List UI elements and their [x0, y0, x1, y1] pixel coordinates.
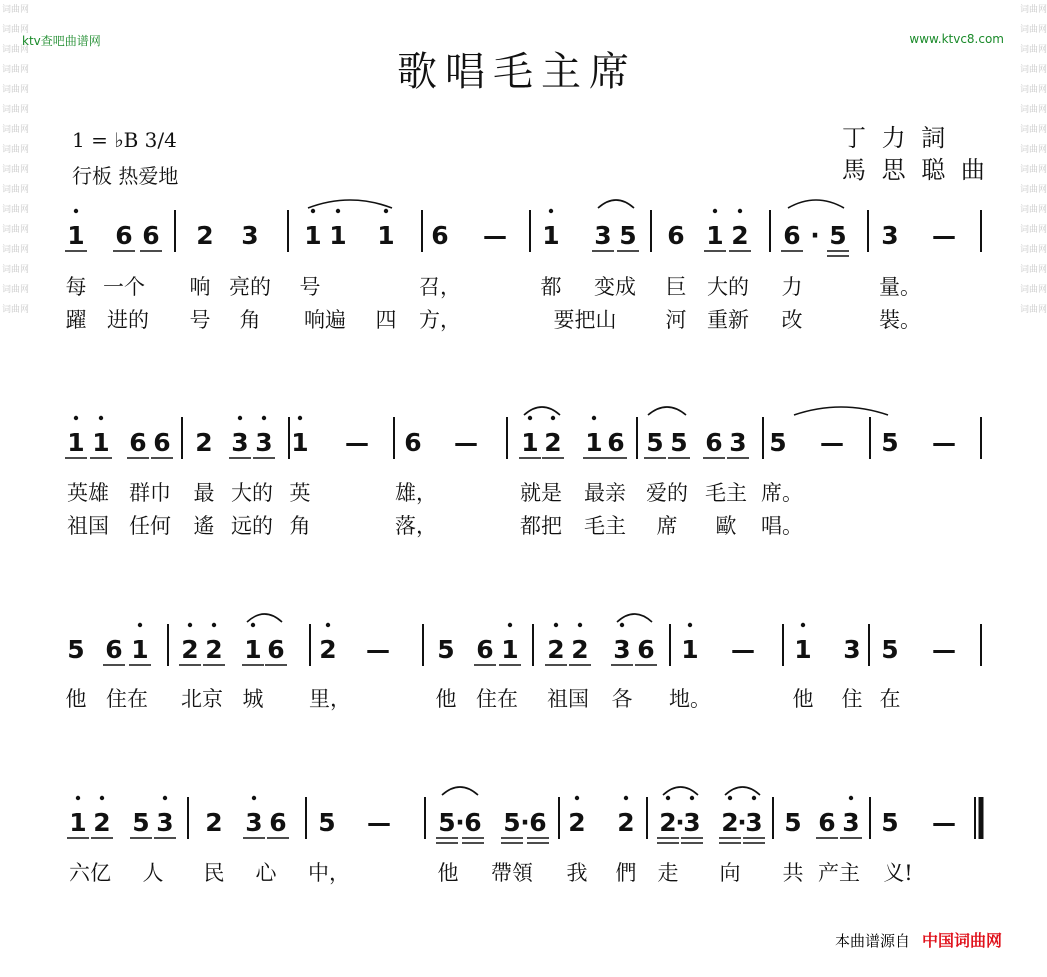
lyric-syllable: 角 [289, 514, 311, 538]
octave-dot [549, 209, 553, 213]
tie-slur [788, 200, 844, 208]
lyric-syllable: 里， [309, 687, 351, 711]
note: 6 [464, 808, 482, 837]
lyric-syllable: 英雄 [67, 481, 109, 505]
lyric-line [0, 683, 1034, 709]
octave-dot [728, 796, 732, 800]
octave-dot [336, 209, 340, 213]
note: · [810, 221, 820, 250]
octave-dot [592, 416, 596, 420]
lyric-syllable: 他 [435, 687, 457, 711]
lyric-syllable: 他 [792, 687, 814, 711]
note: 3 [843, 635, 861, 664]
note: 3 [745, 808, 763, 837]
hold-dash: — [345, 429, 369, 457]
octave-dot [238, 416, 242, 420]
lyric-syllable: 河 [665, 308, 687, 332]
octave-dot [298, 416, 302, 420]
note: 6 [142, 221, 160, 250]
note: 2 [205, 635, 223, 664]
tie-slur [663, 787, 698, 795]
lyric-syllable: 他 [65, 687, 87, 711]
lyric-syllable: 席 [656, 514, 678, 538]
lyric-syllable: 号 [299, 275, 321, 299]
note: 3 [594, 221, 612, 250]
lyric-syllable: 歐 [715, 514, 737, 538]
lyric-syllable: 最 [193, 481, 215, 505]
lyric-syllable: 方， [419, 308, 461, 332]
octave-dot [251, 623, 255, 627]
note: 6 [476, 635, 494, 664]
lyric-syllable: 都 [540, 275, 562, 299]
lyric-syllable: 量。 [879, 275, 921, 299]
note: 1 [69, 808, 87, 837]
key-signature: 1 = ♭B 3/4 [72, 128, 177, 152]
octave-dot [212, 623, 216, 627]
note: 5 [619, 221, 637, 250]
footer-source: 本曲谱源自 [834, 932, 910, 950]
note: 3 [842, 808, 860, 837]
lyric-syllable: 亮的 [229, 275, 271, 299]
lyric-line [0, 271, 1034, 297]
octave-dot [578, 623, 582, 627]
octave-dot [620, 623, 624, 627]
note: 2 [721, 808, 739, 837]
note: 5 [67, 635, 85, 664]
note: 6 [637, 635, 655, 664]
note: 3 [231, 428, 249, 457]
octave-dot [252, 796, 256, 800]
octave-dot [575, 796, 579, 800]
note: 2 [196, 221, 214, 250]
lyric-syllable: 他 [437, 861, 459, 885]
lyric-syllable: 毛主 [705, 481, 747, 505]
note: 1 [706, 221, 724, 250]
note: 6 [431, 221, 449, 250]
note: 2 [617, 808, 635, 837]
note: 2 [568, 808, 586, 837]
lyric-syllable: 任何 [129, 514, 171, 538]
lyric-syllable: 大的 [231, 481, 273, 505]
hold-dash: — [932, 222, 956, 250]
lyric-syllable: 席。 [761, 481, 803, 505]
lyric-syllable: 在 [879, 687, 901, 711]
note: 5 [881, 808, 899, 837]
lyric-syllable: 巨 [665, 275, 687, 299]
lyric-line [0, 510, 1034, 536]
lyric-syllable: 四 [375, 308, 397, 332]
note: 3 [881, 221, 899, 250]
lyric-syllable: 各 [611, 687, 633, 711]
note: 1 [377, 221, 395, 250]
octave-dot [99, 416, 103, 420]
hold-dash: — [932, 636, 956, 664]
note: 1 [794, 635, 812, 664]
note: 5 [881, 635, 899, 664]
lyric-syllable: 大的 [707, 275, 749, 299]
note: 1 [521, 428, 539, 457]
note: 2 [544, 428, 562, 457]
lyric-syllable: 变成 [594, 275, 636, 299]
lyric-syllable: 落， [395, 514, 437, 538]
note: 1 [131, 635, 149, 664]
watermark-right[interactable]: www.ktvc8.com [909, 32, 1004, 46]
note: 5 [503, 808, 521, 837]
lyric-syllable: 唱。 [761, 514, 803, 538]
octave-dot [688, 623, 692, 627]
note: 5 [646, 428, 664, 457]
note: 6 [153, 428, 171, 457]
note: 5 [784, 808, 802, 837]
note: 6 [115, 221, 133, 250]
tie-slur [794, 407, 888, 415]
octave-dot [528, 416, 532, 420]
lyric-syllable: 要把山 [553, 308, 617, 332]
lyric-syllable: 共 [782, 861, 804, 885]
note: 6 [607, 428, 625, 457]
note: 1 [542, 221, 560, 250]
note: 1 [501, 635, 519, 664]
lyric-syllable: 最亲 [584, 481, 626, 505]
octave-dot [138, 623, 142, 627]
lyric-syllable: 召， [419, 275, 461, 299]
tie-slur [598, 200, 634, 208]
note: 5 [132, 808, 150, 837]
lyric-syllable: 住在 [476, 687, 518, 711]
hold-dash: — [820, 429, 844, 457]
lyric-syllable: 都把 [520, 514, 562, 538]
note: 2 [547, 635, 565, 664]
note: 3 [241, 221, 259, 250]
note: 6 [269, 808, 287, 837]
lyric-syllable: 毛主 [584, 514, 626, 538]
note: 6 [267, 635, 285, 664]
note: 1 [67, 428, 85, 457]
lyric-syllable: 民 [203, 861, 225, 885]
lyric-syllable: 号 [189, 308, 211, 332]
octave-dot [508, 623, 512, 627]
footer-site-link[interactable]: 中国词曲网 [921, 931, 1002, 950]
footer [835, 928, 1002, 951]
hold-dash: — [366, 636, 390, 664]
octave-dot [74, 209, 78, 213]
lyric-syllable: 重新 [707, 308, 749, 332]
octave-dot [326, 623, 330, 627]
side-watermark-left: 词曲网 词曲网 词曲网 词曲网 词曲网 词曲网 词曲网 词曲网 词曲网 词曲网 词曲网 词曲网 词曲网 词曲网 词曲网 词曲网 [2, 5, 30, 315]
note: 2 [205, 808, 223, 837]
note: 3 [255, 428, 273, 457]
watermark-left[interactable]: ktv查吧曲谱网 [22, 34, 101, 48]
lyric-syllable: 們 [615, 861, 637, 885]
note: 5 [769, 428, 787, 457]
octave-dot [262, 416, 266, 420]
note: 2 [93, 808, 111, 837]
note: 3 [683, 808, 701, 837]
lyric-line [0, 304, 1034, 330]
note: 2 [319, 635, 337, 664]
note: 5 [438, 808, 456, 837]
lyric-syllable: 裝。 [879, 308, 921, 332]
lyric-syllable: 躍 [65, 308, 87, 332]
lyric-syllable: 群巾 [129, 481, 171, 505]
note: 1 [67, 221, 85, 250]
note: 6 [129, 428, 147, 457]
lyric-syllable: 每 [65, 275, 87, 299]
octave-dot [384, 209, 388, 213]
note: 6 [705, 428, 723, 457]
note: 1 [291, 428, 309, 457]
octave-dot [690, 796, 694, 800]
note: 2 [181, 635, 199, 664]
lyric-syllable: 心 [255, 861, 277, 885]
octave-dot [713, 209, 717, 213]
tempo-marking: 行板 热爱地 [72, 164, 179, 188]
note: · [737, 808, 747, 837]
hold-dash: — [367, 809, 391, 837]
note: 2 [659, 808, 677, 837]
lyric-syllable: 一个 [103, 275, 145, 299]
octave-dot [100, 796, 104, 800]
lyric-syllable: 雄， [395, 481, 437, 505]
lyric-syllable: 中， [308, 861, 350, 885]
octave-dot [849, 796, 853, 800]
lyric-line [0, 477, 1034, 503]
lyric-syllable: 进的 [107, 308, 149, 332]
octave-dot [554, 623, 558, 627]
lyric-syllable: 爱的 [646, 481, 688, 505]
lyric-syllable: 遙 [193, 514, 215, 538]
note: 6 [818, 808, 836, 837]
tie-slur [442, 787, 478, 795]
note: 5 [670, 428, 688, 457]
lyric-syllable: 角 [239, 308, 261, 332]
octave-dot [752, 796, 756, 800]
tie-slur [308, 200, 392, 208]
hold-dash: — [932, 429, 956, 457]
note: 1 [92, 428, 110, 457]
note: 5 [881, 428, 899, 457]
lyric-syllable: 响遍 [304, 308, 346, 332]
tie-slur [725, 787, 760, 795]
note: · [455, 808, 465, 837]
lyric-syllable: 祖国 [67, 514, 109, 538]
note: 5 [318, 808, 336, 837]
note: 6 [783, 221, 801, 250]
hold-dash: — [483, 222, 507, 250]
lyric-syllable: 我 [566, 861, 588, 885]
lyric-syllable: 响 [189, 275, 211, 299]
note: 3 [613, 635, 631, 664]
octave-dot [163, 796, 167, 800]
note: 6 [105, 635, 123, 664]
lyric-syllable: 英 [289, 481, 311, 505]
hold-dash: — [731, 636, 755, 664]
octave-dot [551, 416, 555, 420]
tie-slur [247, 614, 282, 622]
octave-dot [624, 796, 628, 800]
note: 1 [304, 221, 322, 250]
octave-dot [74, 416, 78, 420]
lyric-syllable: 改 [781, 308, 803, 332]
note: 1 [244, 635, 262, 664]
note: 5 [437, 635, 455, 664]
note: 3 [729, 428, 747, 457]
lyric-syllable: 走 [657, 861, 679, 885]
note: 6 [529, 808, 547, 837]
hold-dash: — [932, 809, 956, 837]
tie-slur [524, 407, 560, 415]
side-watermark-right: 词曲网 词曲网 词曲网 词曲网 词曲网 词曲网 词曲网 词曲网 词曲网 词曲网 词曲网 词曲网 词曲网 词曲网 词曲网 词曲网 [1020, 5, 1047, 315]
note: 6 [667, 221, 685, 250]
hold-dash: — [454, 429, 478, 457]
lyric-syllable: 人 [142, 861, 164, 885]
lyric-syllable: 北京 [181, 687, 223, 711]
note: 5 [829, 221, 847, 250]
lyric-syllable: 向 [719, 861, 741, 885]
lyric-syllable: 产主 [818, 861, 860, 885]
lyric-syllable: 就是 [520, 481, 562, 505]
octave-dot [76, 796, 80, 800]
lyric-syllable: 帶領 [491, 861, 533, 885]
note: 6 [404, 428, 422, 457]
octave-dot [738, 209, 742, 213]
lyric-syllable: 城 [242, 687, 264, 711]
lyric-syllable: 力 [781, 275, 803, 299]
note: 1 [329, 221, 347, 250]
tie-slur [617, 614, 652, 622]
note: · [520, 808, 530, 837]
lyric-syllable: 义! [883, 861, 913, 885]
note: 1 [585, 428, 603, 457]
lyric-syllable: 远的 [231, 514, 273, 538]
lyric-line [0, 857, 1034, 883]
composer-credit: 馬 思 聪 曲 [842, 156, 989, 184]
octave-dot [311, 209, 315, 213]
note: 2 [731, 221, 749, 250]
octave-dot [666, 796, 670, 800]
note: 2 [195, 428, 213, 457]
lyric-syllable: 六亿 [69, 861, 111, 885]
note: 3 [156, 808, 174, 837]
lyric-syllable: 祖国 [547, 687, 589, 711]
octave-dot [801, 623, 805, 627]
lyric-syllable: 住在 [106, 687, 148, 711]
lyricist-credit: 丁 力 詞 [842, 124, 950, 152]
octave-dot [188, 623, 192, 627]
song-title: 歌唱毛主席 [397, 49, 637, 95]
note: 3 [245, 808, 263, 837]
note: 1 [681, 635, 699, 664]
lyric-syllable: 地。 [669, 687, 711, 711]
lyric-syllable: 住 [841, 687, 863, 711]
note: 2 [571, 635, 589, 664]
tie-slur [648, 407, 686, 415]
note: · [675, 808, 685, 837]
